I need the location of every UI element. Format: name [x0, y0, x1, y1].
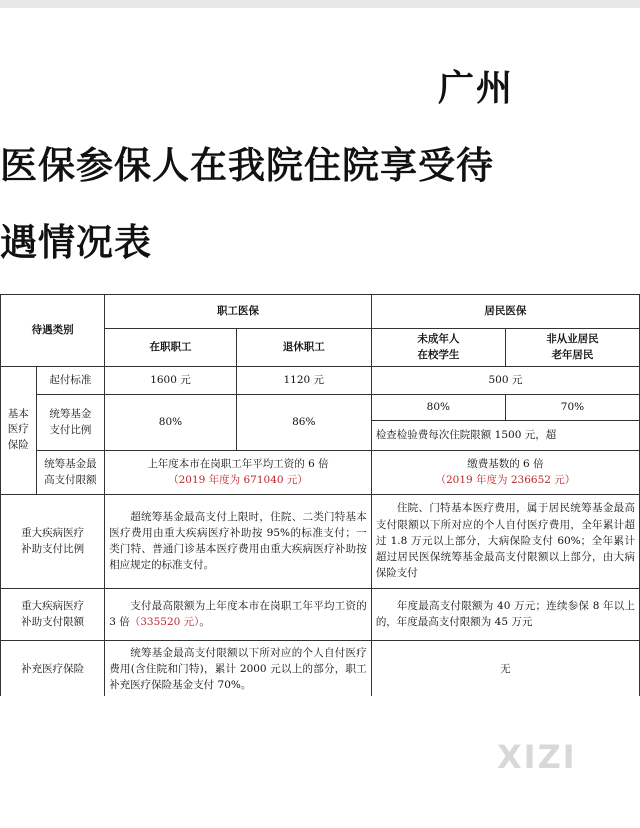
- resident-insurance-header: 居民医保: [371, 295, 639, 329]
- benefits-table-wrapper: [0, 294, 640, 696]
- serious-max-employee-text: 支付最高限额为上年度本市在岗职工年平均工资的 3 倍: [109, 599, 367, 629]
- max-limit-label-line2: 高支付限额: [44, 474, 97, 487]
- serious-max-label-line2: 补助支付限额: [21, 616, 85, 629]
- deductible-resident: 500 元: [371, 366, 639, 394]
- row-max-limit: [1, 450, 640, 494]
- ratio-resident-note: 检查检验费每次住院限额 1500 元，超: [371, 420, 639, 450]
- employee-insurance-header: 职工医保: [105, 295, 372, 329]
- resident-minor-line1: 未成年人: [417, 333, 460, 345]
- benefits-table: [0, 294, 640, 696]
- ratio-resident-minor: 80%: [371, 394, 505, 420]
- row-ratio: [1, 394, 640, 420]
- max-limit-resident-text: 缴费基数的 6 倍: [467, 457, 544, 470]
- ratio-label: [36, 394, 105, 450]
- supplement-employee: 统筹基金最高支付限额以下所对应的个人自付医疗费用(含住院和门特)，累计 2000 元以上的部分，职工补充医疗保险基金支付 70%。: [105, 640, 372, 696]
- serious-max-label-line1: 重大疾病医疗: [21, 599, 85, 612]
- employee-retired-header: 退休职工: [236, 329, 371, 367]
- supplement-resident: 无: [371, 640, 639, 696]
- category-header: 待遇类别: [1, 295, 105, 367]
- max-limit-resident: [371, 450, 639, 494]
- serious-max-employee-tail: 。: [199, 616, 210, 629]
- serious-ratio-label: [1, 494, 105, 588]
- serious-ratio-employee: 超统筹基金最高支付上限时，住院、二类门特基本医疗费用由重大疾病医疗补助按 95%的标准支付；一类门特、普通门诊基本医疗费用由重大疾病医疗补助按相应规定的标准支付。: [105, 494, 372, 588]
- top-status-strip: [0, 0, 640, 8]
- ratio-active: 80%: [105, 394, 237, 450]
- supplement-label: 补充医疗保险: [1, 640, 105, 696]
- resident-elder-header: [505, 329, 639, 367]
- resident-elder-line2: 老年居民: [551, 349, 594, 362]
- row-supplement: [1, 640, 640, 696]
- basic-insurance-group-label: 基本医疗保险: [1, 366, 37, 494]
- deductible-label: 起付标准: [36, 366, 105, 394]
- serious-ratio-label-line2: 补助支付比例: [21, 543, 85, 556]
- header-row-1: [1, 295, 640, 329]
- resident-elder-line1: 非从业居民: [546, 333, 599, 345]
- max-limit-label: [36, 450, 105, 494]
- serious-max-label: [1, 588, 105, 640]
- serious-max-employee-amount: （335520 元）: [129, 616, 200, 629]
- row-deductible: [1, 366, 640, 394]
- max-limit-resident-amount: （2019 年度为 236652 元）: [435, 474, 576, 487]
- employee-active-header: 在职职工: [105, 329, 237, 367]
- serious-ratio-label-line1: 重大疾病医疗: [21, 526, 85, 539]
- serious-ratio-resident: 住院、门特基本医疗费用，属于居民统筹基金最高支付限额以下所对应的个人自付医疗费用，全年累计超过 1.8 万元以上部分，大病保险支付 60%；全年累计超过居民医保统筹基金最高支付限额以上部分，由大病保险支付: [371, 494, 639, 588]
- page-title-line2: 遇情况表: [0, 221, 152, 264]
- ratio-label-line1: 统筹基金: [49, 407, 92, 420]
- ratio-resident-elder: 70%: [505, 394, 639, 420]
- ratio-retired: 86%: [236, 394, 371, 450]
- page-title-line1: 医保参保人在我院住院享受待: [0, 144, 494, 187]
- max-limit-label-line1: 统筹基金最: [44, 457, 97, 470]
- max-limit-employee-amount: （2019 年度为 671040 元）: [168, 474, 308, 487]
- deductible-retired: 1120 元: [236, 366, 371, 394]
- max-limit-employee: [105, 450, 372, 494]
- row-serious-max: [1, 588, 640, 640]
- ratio-label-line2: 支付比例: [49, 424, 92, 437]
- max-limit-employee-text: 上年度本市在岗职工年平均工资的 6 倍: [147, 457, 329, 470]
- deductible-active: 1600 元: [105, 366, 237, 394]
- resident-minor-header: [371, 329, 505, 367]
- xizi-watermark: XIZI: [497, 738, 577, 776]
- row-serious-ratio: [1, 494, 640, 588]
- city-title: 广州: [438, 68, 515, 109]
- serious-max-employee: [105, 588, 372, 640]
- resident-minor-line2: 在校学生: [417, 349, 460, 362]
- serious-max-resident: 年度最高支付限额为 40 万元；连续参保 8 年以上的，年度最高支付限额为 45 万元: [371, 588, 639, 640]
